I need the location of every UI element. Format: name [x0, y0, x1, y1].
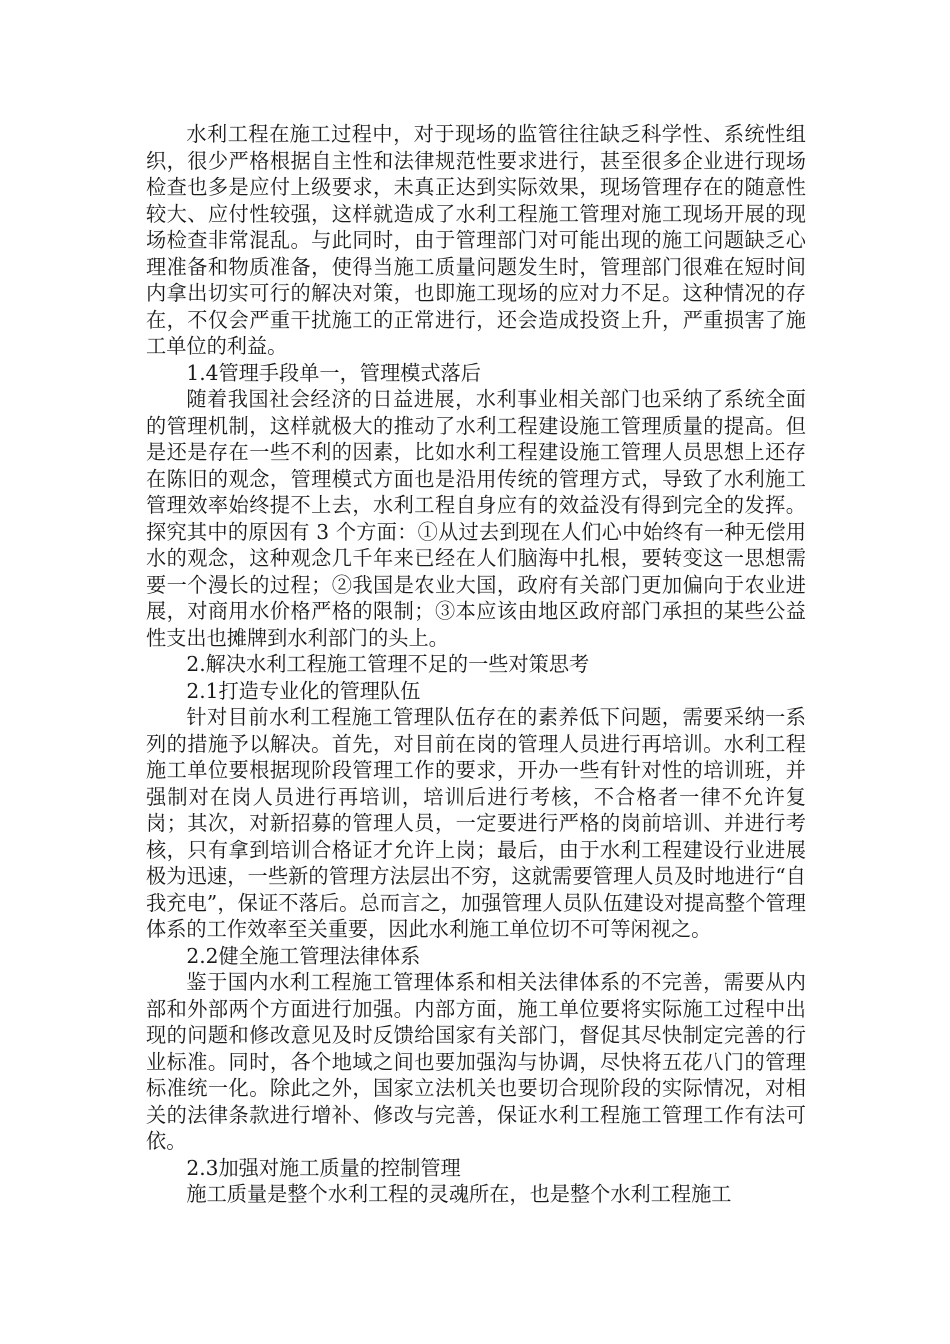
heading-1-4: 1.4管理手段单一，管理模式落后 — [186, 360, 481, 385]
heading-2-3: 2.3加强对施工质量的控制管理 — [186, 1155, 461, 1180]
paragraph-legal-system: 鉴于国内水利工程施工管理体系和相关法律体系的不完善，需要从内部和外部两个方面进行加强。内部方面，施工单位要将实际施工过程中出现的问题和修改意见及时反馈给国家有关部门，督促其尽快制定完善的行业标准。同时，各个地域之间也要加强沟与协调，尽快将五花八门的管理标准统一化。除此之外，国家立法机关也要切合现阶段的实际情况，对相关的法律条款进行增补、修改与完善，保证水利工程施工管理工作有法可依。 — [146, 970, 806, 1153]
paragraph-site-supervision: 水利工程在施工过程中，对于现场的监管往往缺乏科学性、系统性组织，很少严格根据自主性和法律规范性要求进行，甚至很多企业进行现场检查也多是应付上级要求，未真正达到实际效果，现场管理存在的随意性较大、应付性较强，这样就造成了水利工程施工管理对施工现场开展的现场检查非常混乱。与此同时，由于管理部门对可能出现的施工问题缺乏心理准备和物质准备，使得当施工质量问题发生时，管理部门很难在短时间内拿出切实可行的解决对策，也即施工现场的应对力不足。这种情况的存在，不仅会严重干扰施工的正常进行，还会造成投资上升，严重损害了施工单位的利益。 — [146, 122, 806, 358]
paragraph-professional-team: 针对目前水利工程施工管理队伍存在的素养低下问题，需要采纳一系列的措施予以解决。首先，对目前在岗的管理人员进行再培训。水利工程施工单位要根据现阶段管理工作的要求，开办一些有针对性的培训班，并强制对在岗人员进行再培训，培训后进行考核，不合格者一律不允许复岗；其次，对新招募的管理人员，一定要进行严格的岗前培训、并进行考核，只有拿到培训合格证才允许上岗；最后，由于水利工程建设行业进展极为迅速，一些新的管理方法层出不穷，这就需要管理人员及时地进行“自我充电”，保证不落后。总而言之，加强管理人员队伍建设对提高整个管理体系的工作效率至关重要，因此水利施工单位切不可等闲视之。 — [146, 705, 806, 941]
paragraph-quality-control: 施工质量是整个水利工程的灵魂所在，也是整个水利工程施工 — [186, 1182, 732, 1206]
document-page — [146, 121, 806, 1208]
heading-2: 2.解决水利工程施工管理不足的一些对策思考 — [186, 652, 590, 676]
heading-2-1: 2.1打造专业化的管理队伍 — [186, 678, 421, 703]
heading-2-2: 2.2健全施工管理法律体系 — [186, 943, 421, 968]
paragraph-management-model: 随着我国社会经济的日益进展，水利事业相关部门也采纳了系统全面的管理机制，这样就极大的推动了水利工程建设施工管理质量的提高。但是还是存在一些不利的因素，比如水利工程建设施工管理人员思想上还存在陈旧的观念，管理模式方面也是沿用传统的管理方式，导致了水利施工管理效率始终提不上去，水利工程自身应有的效益没有得到完全的发挥。探究其中的原因有 3 个方面：①从过去到现在人们心中始终有一种无偿用水的观念，这种观念几千年来已经在人们脑海中扎根，要转变这一思想需要一个漫长的过程；②我国是农业大国，政府有关部门更加偏向于农业进展，对商用水价格严格的限制；③本应该由地区政府部门承担的某些公益性支出也摊牌到水利部门的头上。 — [146, 387, 806, 650]
